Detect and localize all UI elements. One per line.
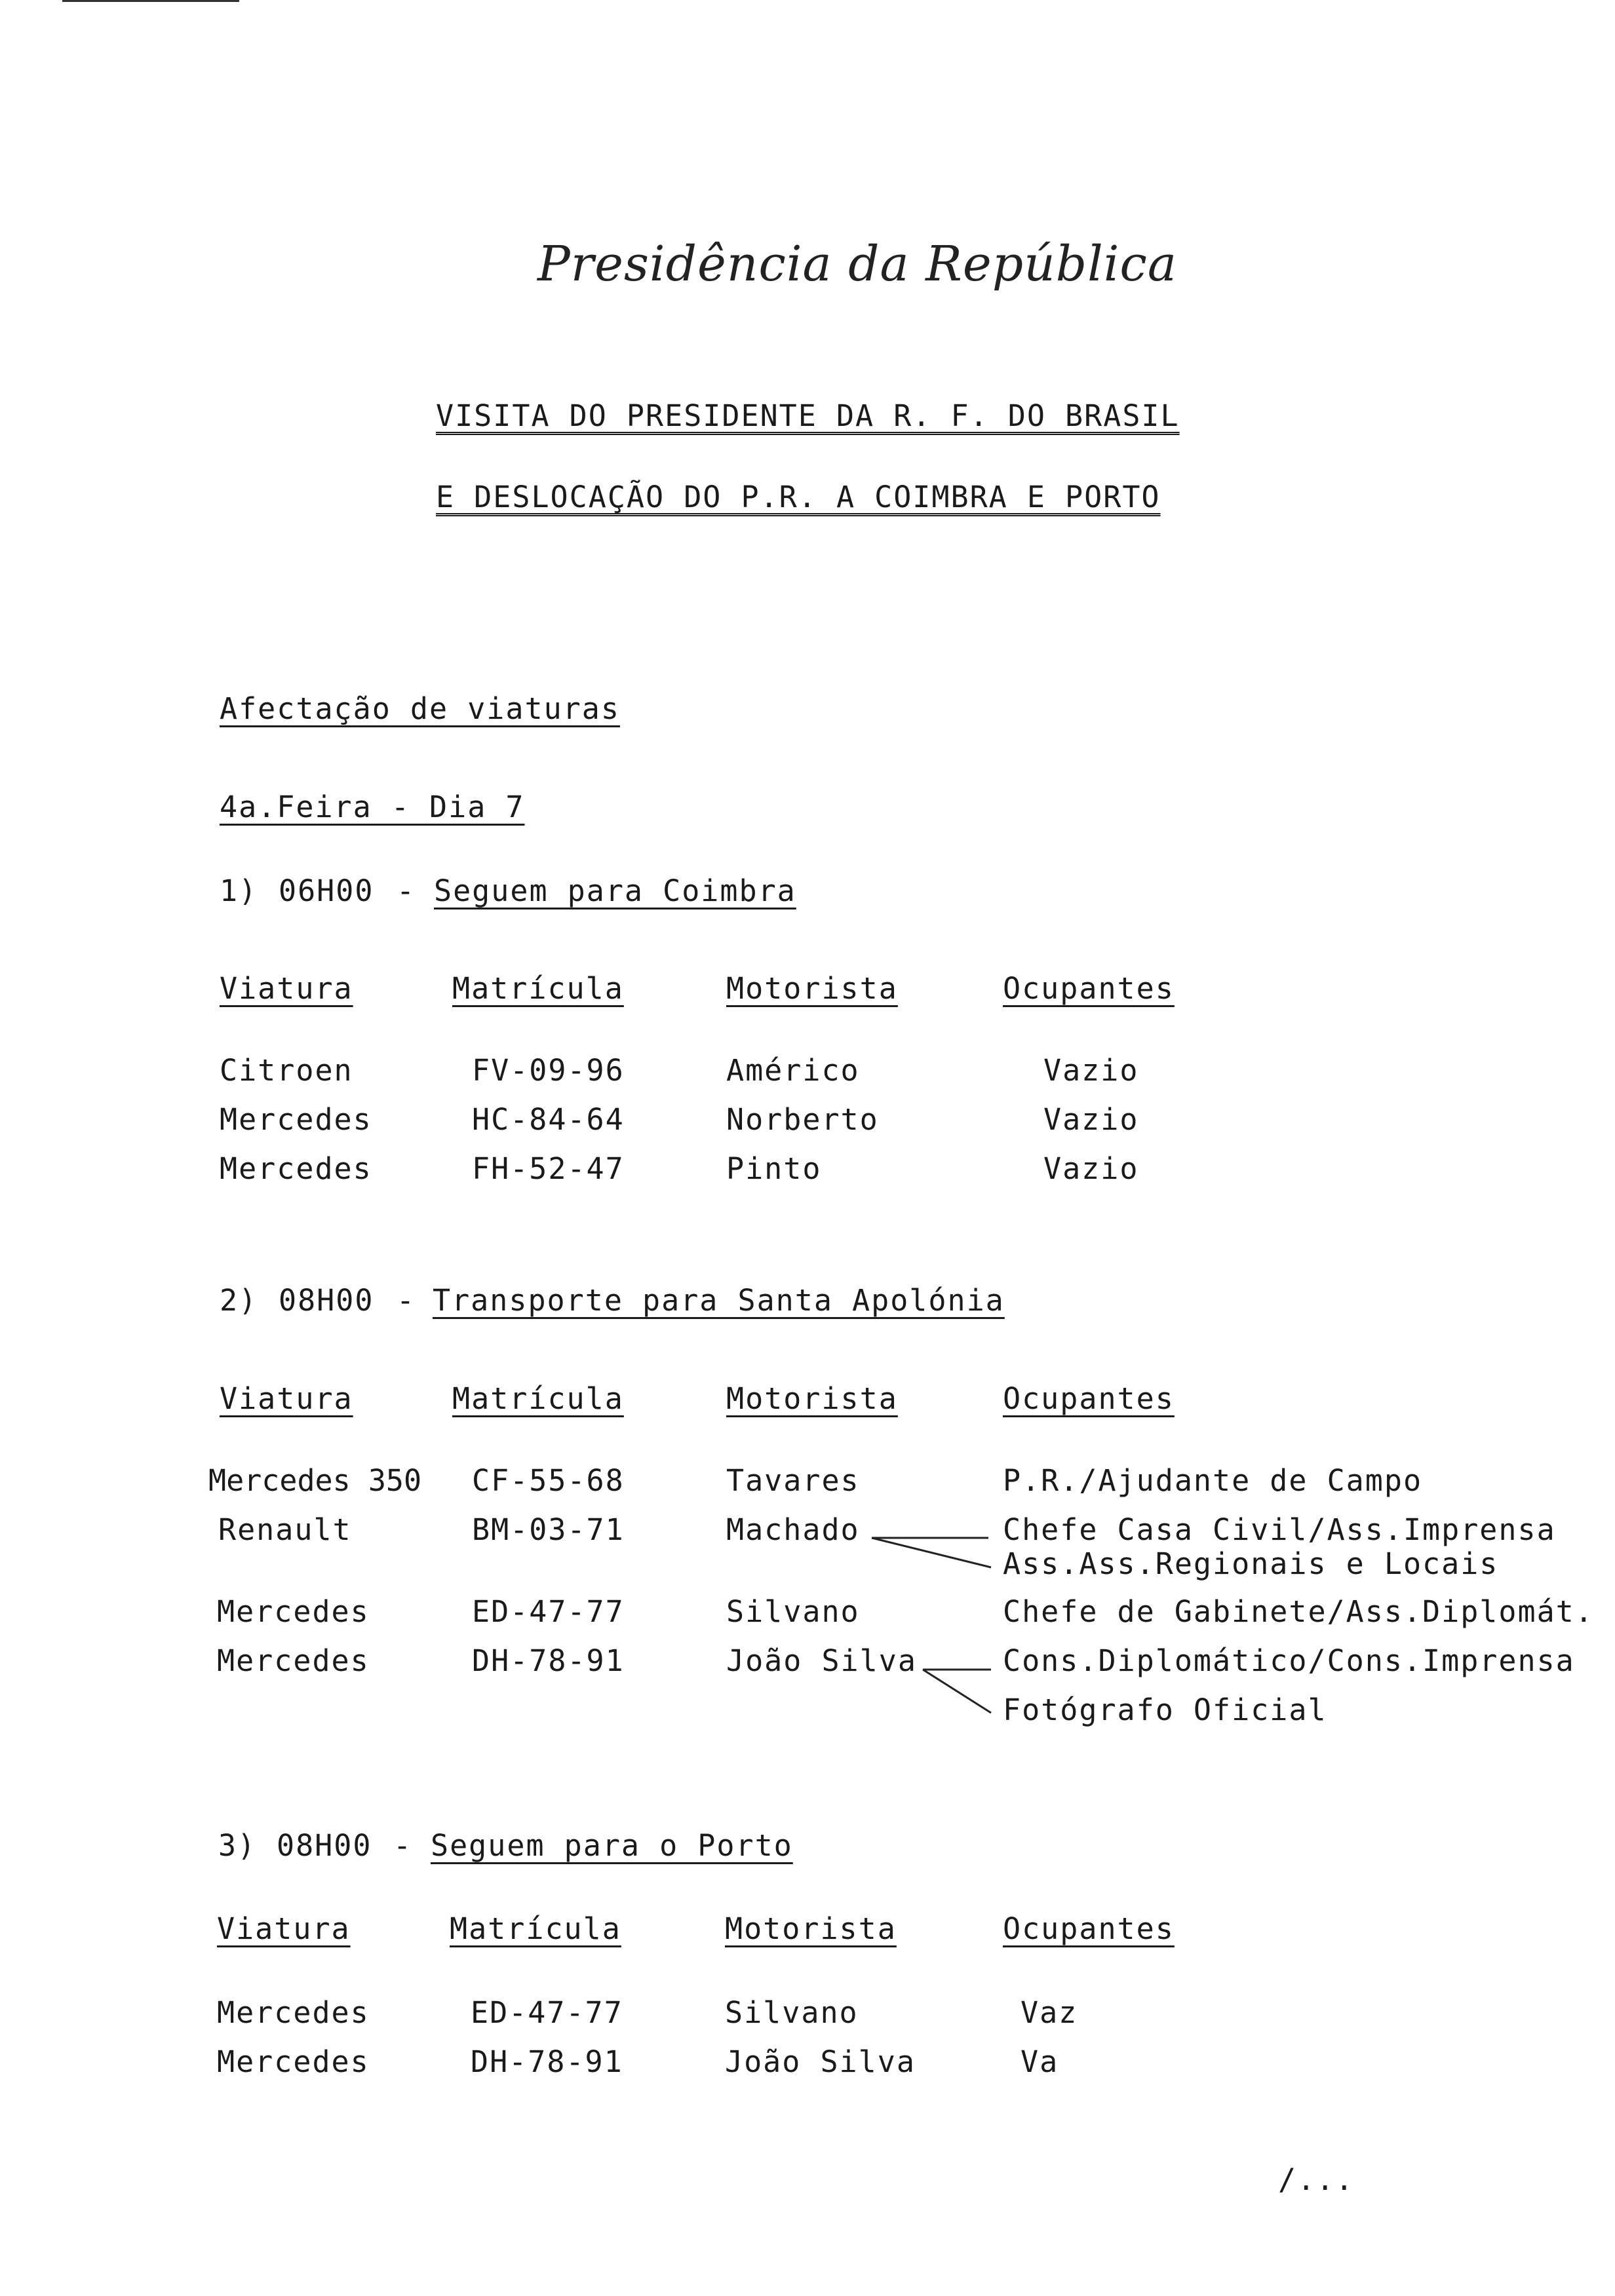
- table-cell-ocupantes: Fotógrafo Oficial: [1003, 1693, 1327, 1727]
- block-3-header-viatura: Viatura: [217, 1911, 351, 1946]
- table-cell-motorista: Norberto: [726, 1102, 879, 1137]
- table-cell-viatura: Renault: [218, 1512, 352, 1547]
- block-3-header-ocupantes: Ocupantes: [1003, 1911, 1175, 1946]
- table-cell-matricula: HC-84-64: [472, 1102, 625, 1137]
- block-3-number: 3): [218, 1828, 257, 1863]
- letterhead: Presidência da República: [537, 236, 1177, 292]
- table-cell-motorista: Américo: [726, 1053, 860, 1088]
- block-2-header-motorista: Motorista: [726, 1381, 898, 1416]
- block-2-header-viatura: Viatura: [220, 1381, 353, 1416]
- table-cell-motorista: João Silva: [726, 1643, 917, 1678]
- table-cell-matricula: BM-03-71: [472, 1512, 625, 1547]
- block-2-dash: -: [397, 1283, 416, 1318]
- block-1-title: Seguem para Coimbra: [434, 873, 796, 908]
- table-cell-ocupantes: Ass.Ass.Regionais e Locais: [1003, 1546, 1499, 1581]
- table-cell-ocupantes: Vazio: [1043, 1151, 1139, 1186]
- block-3-title: Seguem para o Porto: [431, 1828, 793, 1863]
- block-1-time: 06H00: [279, 873, 374, 908]
- table-cell-ocupantes: Chefe Casa Civil/Ass.Imprensa: [1003, 1512, 1556, 1547]
- table-cell-matricula: FV-09-96: [472, 1053, 625, 1088]
- block-2-header-matricula: Matrícula: [452, 1381, 624, 1416]
- block-3-dash: -: [393, 1828, 413, 1863]
- continuation-mark: /...: [1278, 2162, 1355, 2197]
- table-cell-matricula: DH-78-91: [472, 1643, 625, 1678]
- table-cell-ocupantes: Cons.Diplomático/Cons.Imprensa: [1003, 1643, 1575, 1678]
- block-1-header-ocupantes: Ocupantes: [1003, 971, 1175, 1006]
- block-3-header-matricula: Matrícula: [450, 1911, 621, 1946]
- block-3-time: 08H00: [277, 1828, 372, 1863]
- block-1-number: 1): [220, 873, 258, 908]
- table-cell-matricula: ED-47-77: [472, 1594, 625, 1629]
- block-2-time: 08H00: [279, 1283, 374, 1318]
- table-cell-motorista: Silvano: [726, 1594, 860, 1629]
- table-cell-motorista: João Silva: [725, 2044, 916, 2079]
- table-cell-viatura: Citroen: [220, 1053, 353, 1088]
- table-cell-viatura: Mercedes: [220, 1151, 372, 1186]
- block-1-header-motorista: Motorista: [726, 971, 898, 1006]
- table-cell-viatura: Mercedes: [217, 1594, 370, 1629]
- heading-line-1: VISITA DO PRESIDENTE DA R. F. DO BRASIL: [436, 398, 1180, 433]
- table-cell-matricula: ED-47-77: [471, 1995, 623, 2030]
- table-cell-motorista: Silvano: [725, 1995, 859, 2030]
- table-cell-viatura: Mercedes: [220, 1102, 372, 1137]
- block-3-header-motorista: Motorista: [725, 1911, 897, 1946]
- table-cell-motorista: Machado: [726, 1512, 860, 1547]
- day-label: 4a.Feira - Dia 7: [220, 790, 525, 824]
- table-cell-viatura: Mercedes 350: [208, 1463, 422, 1498]
- table-cell-ocupantes: Vaz: [1021, 1995, 1078, 2030]
- table-cell-matricula: CF-55-68: [472, 1463, 625, 1498]
- block-1-dash: -: [397, 873, 416, 908]
- table-cell-motorista: Tavares: [726, 1463, 860, 1498]
- table-cell-matricula: FH-52-47: [472, 1151, 625, 1186]
- table-cell-viatura: Mercedes: [217, 1995, 370, 2030]
- block-2-number: 2): [220, 1283, 258, 1318]
- table-cell-viatura: Mercedes: [217, 1643, 370, 1678]
- table-cell-ocupantes: Vazio: [1043, 1102, 1139, 1137]
- block-1-header-viatura: Viatura: [220, 971, 353, 1006]
- section-title: Afectação de viaturas: [220, 691, 620, 726]
- table-cell-ocupantes: P.R./Ajudante de Campo: [1003, 1463, 1423, 1498]
- block-2-title: Transporte para Santa Apolónia: [433, 1283, 1005, 1318]
- table-cell-motorista: Pinto: [726, 1151, 822, 1186]
- table-cell-viatura: Mercedes: [217, 2044, 370, 2079]
- heading-line-2: E DESLOCAÇÃO DO P.R. A COIMBRA E PORTO: [436, 480, 1161, 514]
- table-cell-ocupantes: Va: [1021, 2044, 1059, 2079]
- block-2-header-ocupantes: Ocupantes: [1003, 1381, 1175, 1416]
- block-1-header-matricula: Matrícula: [452, 971, 624, 1006]
- table-cell-ocupantes: Vazio: [1043, 1053, 1139, 1088]
- table-cell-ocupantes: Chefe de Gabinete/Ass.Diplomát.: [1003, 1594, 1594, 1629]
- table-cell-matricula: DH-78-91: [471, 2044, 623, 2079]
